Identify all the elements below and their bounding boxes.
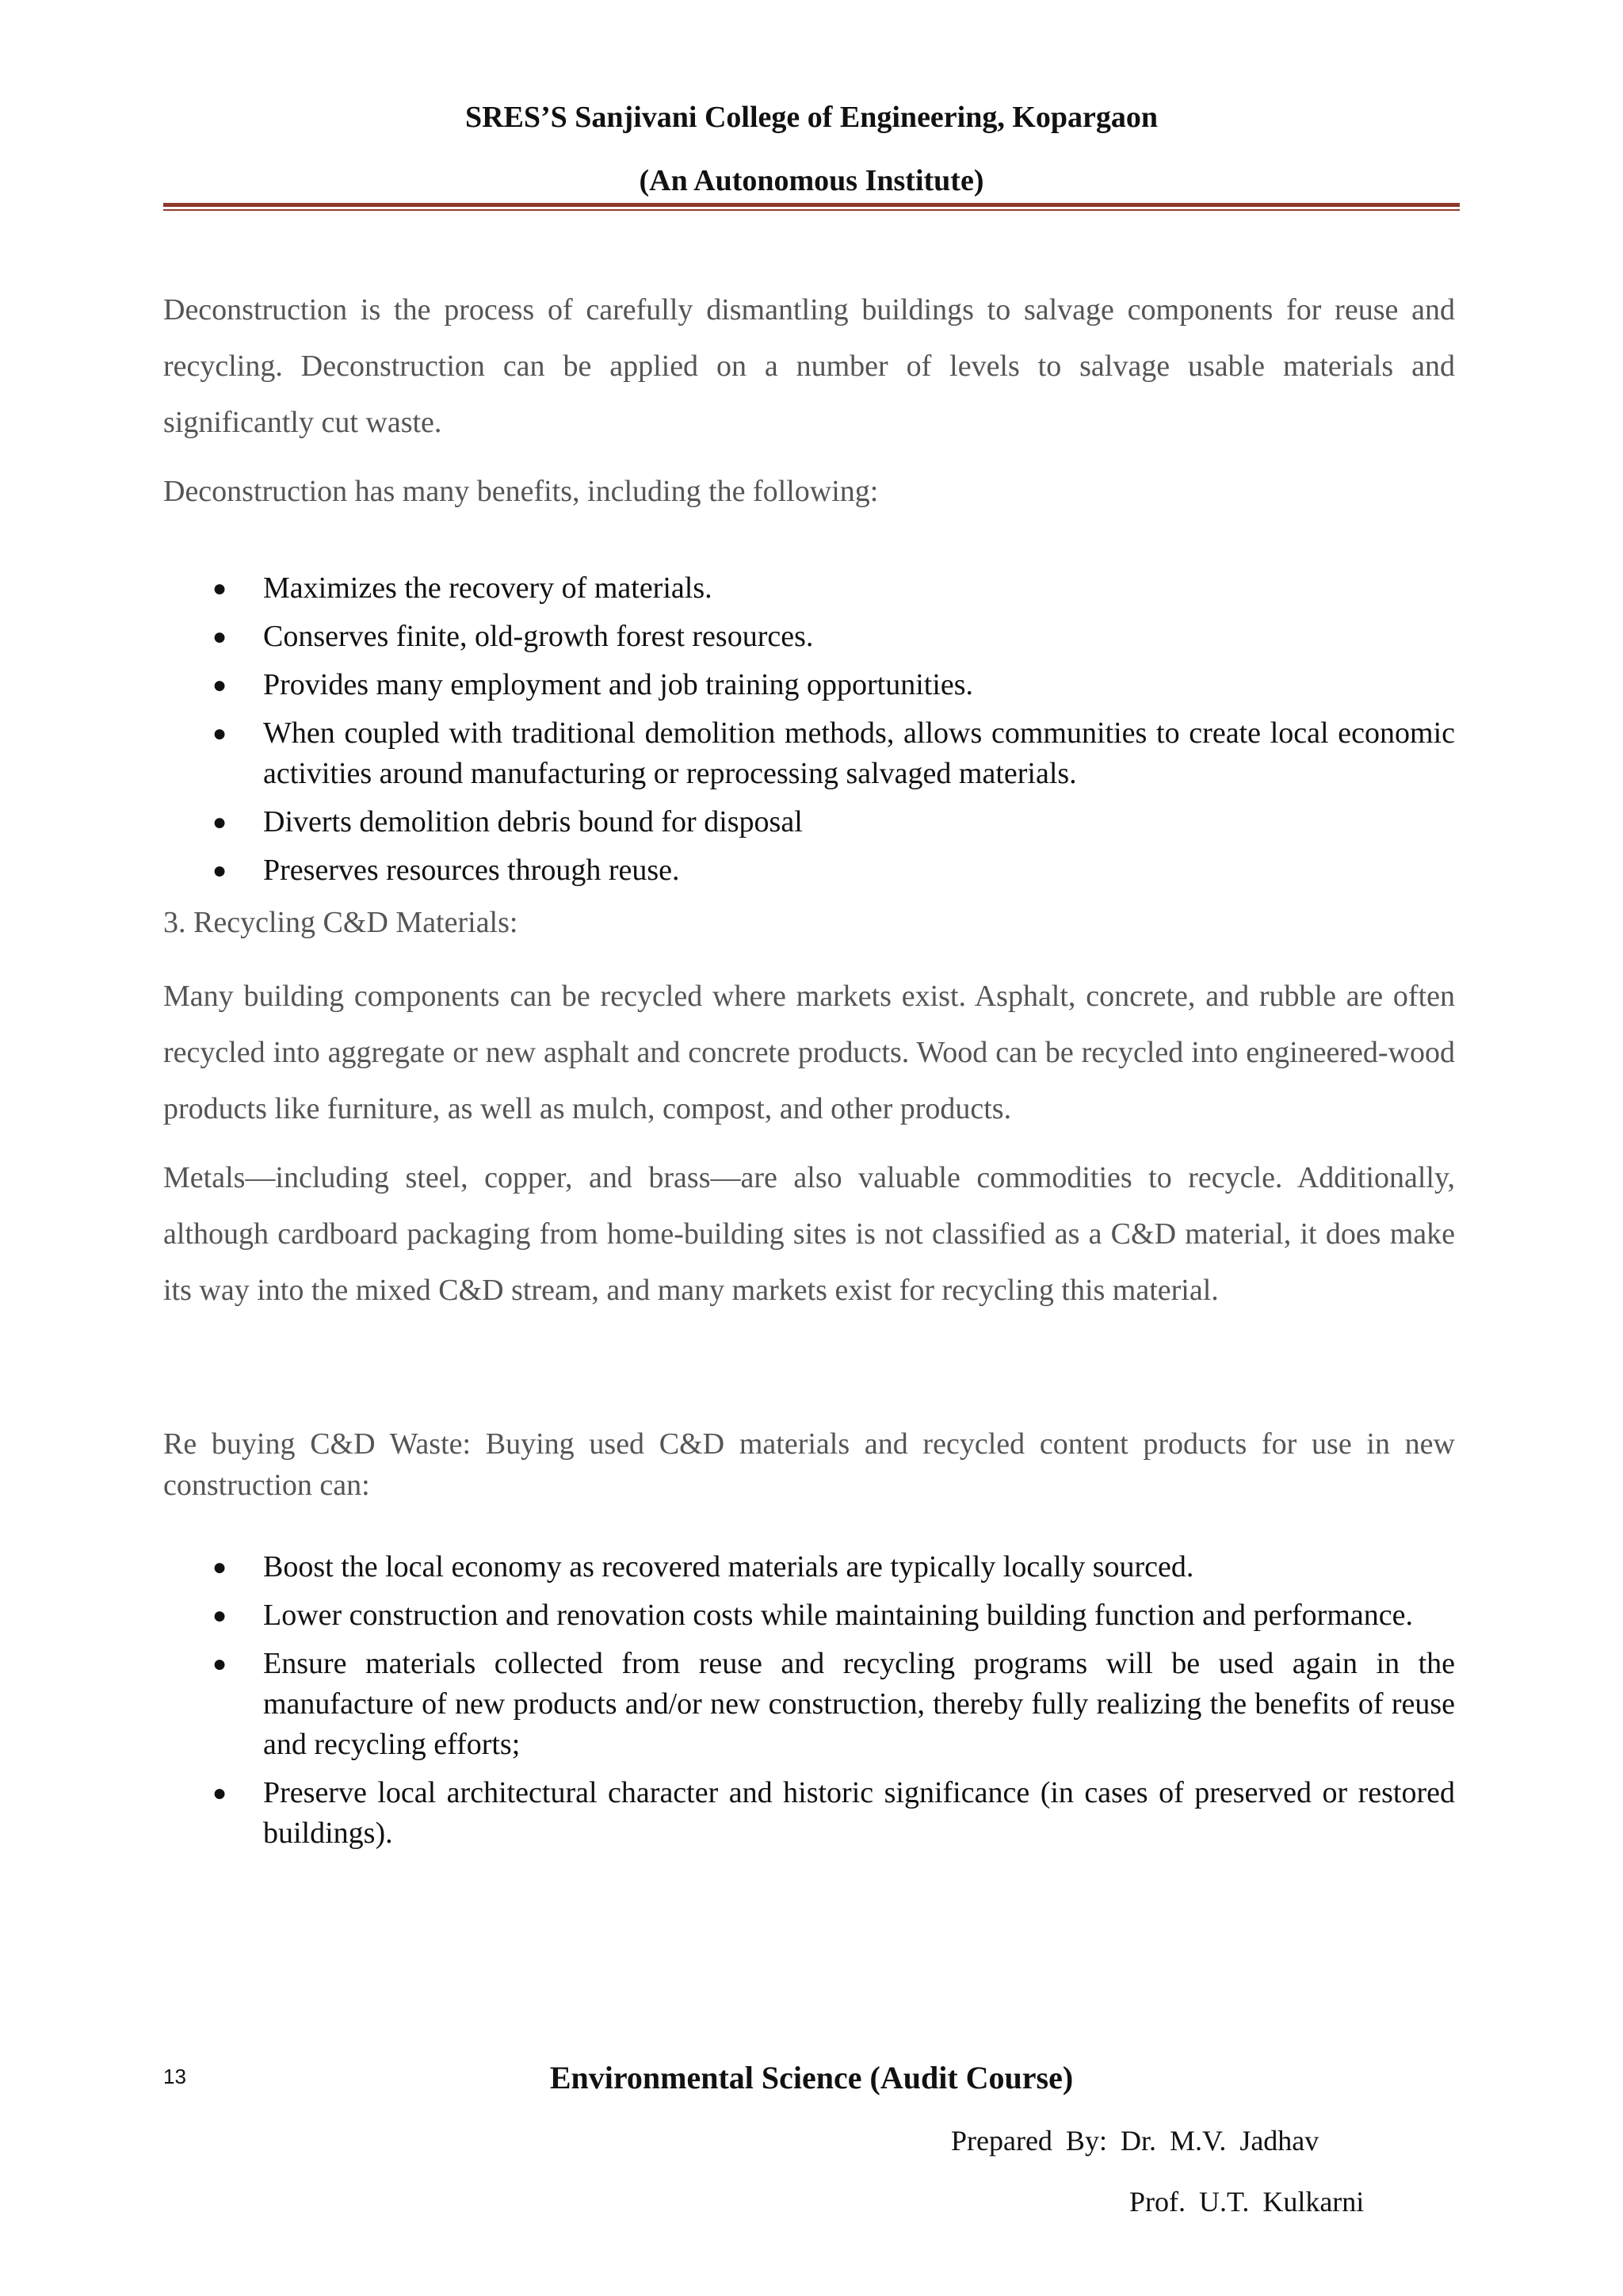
benefits-intro-block	[163, 464, 1455, 520]
rebuying-paragraph-block	[163, 1423, 1455, 1506]
institution-subtitle: (An Autonomous Institute)	[639, 164, 984, 197]
benefits-list	[163, 568, 1455, 899]
list-item	[163, 713, 1455, 794]
bullet-icon: ●	[212, 1780, 227, 1806]
list-item	[163, 1595, 1455, 1636]
intro-paragraph-block	[163, 282, 1455, 451]
list-item-text: Ensure materials collected from reuse and recycling programs will be used again in the manufacture of new products and/or new construction, thereby fully realizing the benefits of reuse and recycling efforts;	[263, 1647, 1455, 1761]
bullet-icon: ●	[212, 1603, 227, 1629]
list-item-text: Diverts demolition debris bound for disposal	[263, 805, 803, 839]
header-divider	[163, 203, 1460, 207]
prepared-by: Prepared By: Dr. M.V. Jadhav	[951, 2125, 1319, 2157]
list-item-text: Preserve local architectural character and historic significance (in cases of preserved or restored buildings).	[263, 1776, 1455, 1850]
list-item-text: Preserves resources through reuse.	[263, 854, 680, 887]
co-author: Prof. U.T. Kulkarni	[1129, 2186, 1365, 2218]
rebuying-paragraph: Re buying C&D Waste: Buying used C&D materials and recycled content products for use in new construction can:	[163, 1427, 1455, 1502]
bullet-icon: ●	[212, 858, 227, 884]
rebuying-list	[163, 1547, 1455, 1862]
list-item-text: Boost the local economy as recovered materials are typically locally sourced.	[263, 1550, 1194, 1584]
recycling-paragraph-1: Many building components can be recycled where markets exist. Asphalt, concrete, and rubble are often recycled into aggregate or new asphalt and concrete products. Wood can be recycled into engineered-wood products like furniture, as well as mulch, compost, and other products.	[163, 980, 1455, 1125]
page-number: 13	[163, 2065, 186, 2088]
list-item	[163, 665, 1455, 705]
bullet-icon: ●	[212, 720, 227, 747]
bullet-icon: ●	[212, 672, 227, 698]
list-item-text: Conserves finite, old-growth forest resources.	[263, 620, 814, 653]
section-heading-block	[163, 902, 1455, 943]
bullet-icon: ●	[212, 624, 227, 650]
list-item	[163, 1547, 1455, 1587]
intro-paragraph: Deconstruction is the process of carefully dismantling buildings to salvage components for reuse and recycling. Deconstruction can be applied on a number of levels to salvage usable materials and significantly cut waste.	[163, 293, 1455, 439]
list-item	[163, 802, 1455, 842]
list-item-text: When coupled with traditional demolition methods, allows communities to create local economic activities around manufacturing or reprocessing salvaged materials.	[263, 716, 1455, 790]
institution-title: SRES’S Sanjivani College of Engineering, Kopargaon	[464, 101, 1159, 134]
section-heading: 3. Recycling C&D Materials:	[163, 906, 518, 939]
bullet-icon: ●	[212, 1651, 227, 1677]
list-item	[163, 850, 1455, 891]
bullet-icon: ●	[212, 809, 227, 835]
list-item-text: Provides many employment and job training opportunities.	[263, 668, 974, 701]
bullet-icon: ●	[212, 1554, 227, 1580]
list-item	[163, 568, 1455, 609]
benefits-intro: Deconstruction has many benefits, including the following:	[163, 475, 879, 508]
list-item	[163, 1773, 1455, 1854]
list-item-text: Maximizes the recovery of materials.	[263, 571, 712, 605]
list-item	[163, 1644, 1455, 1765]
list-item	[163, 617, 1455, 657]
recycling-paragraph-2: Metals—including steel, copper, and brass—are also valuable commodities to recycle. Additionally, although cardboard packaging from home-building sites is not classified as a C&D material, it does make its way into the mixed C&D stream, and many markets exist for recycling this material.	[163, 1161, 1455, 1307]
bullet-icon: ●	[212, 575, 227, 602]
recycling-paragraph-2-block	[163, 1150, 1455, 1319]
list-item-text: Lower construction and renovation costs while maintaining building function and performance.	[263, 1599, 1413, 1632]
header-divider-thin	[163, 209, 1460, 211]
course-title: Environmental Science (Audit Course)	[549, 2060, 1074, 2095]
recycling-paragraph-1-block	[163, 968, 1455, 1137]
